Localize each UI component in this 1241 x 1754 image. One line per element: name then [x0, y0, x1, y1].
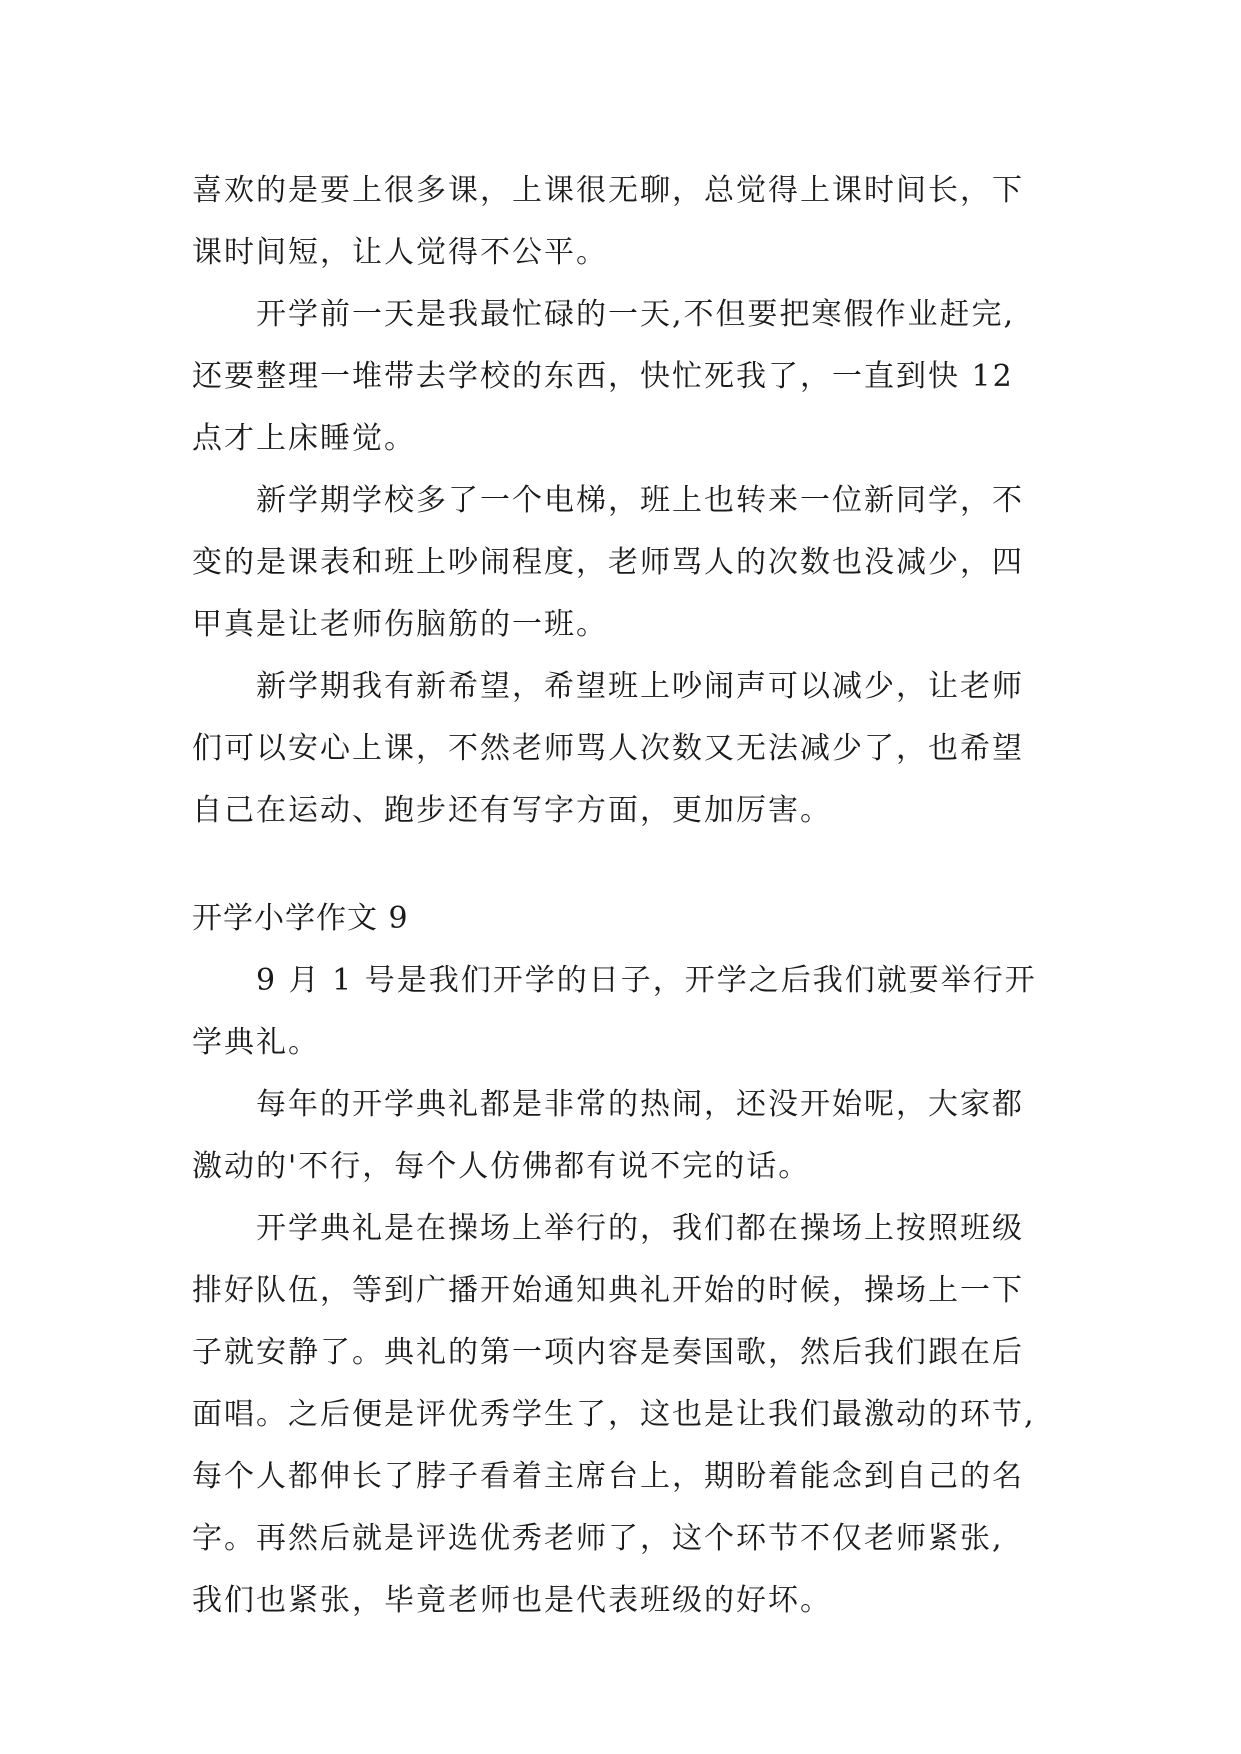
text-line: 新学期学校多了一个电梯，班上也转来一位新同学，不	[256, 483, 1024, 518]
text-line: 学典礼。	[192, 1025, 320, 1060]
text-line: 9 月 1 号是我们开学的日子，开学之后我们就要举行开	[256, 963, 1037, 998]
text-line: 每个人都伸长了脖子看着主席台上，期盼着能念到自己的名	[192, 1459, 1024, 1494]
paragraph	[192, 950, 1072, 1074]
text-line: 新学期我有新希望，希望班上吵闹声可以减少，让老师	[256, 669, 1024, 704]
text-line: 甲真是让老师伤脑筋的一班。	[192, 607, 608, 642]
text-line: 还要整理一堆带去学校的东西，快忙死我了，一直到快 12	[192, 359, 1014, 394]
text-line: 开学前一天是我最忙碌的一天,不但要把寒假作业赶完,	[256, 297, 1016, 332]
text-line: 子就安静了。典礼的第一项内容是奏国歌，然后我们跟在后	[192, 1335, 1024, 1370]
text-line: 喜欢的是要上很多课，上课很无聊，总觉得上课时间长，下	[192, 173, 1024, 208]
text-line: 字。再然后就是评选优秀老师了，这个环节不仅老师紧张,	[192, 1521, 1004, 1556]
text-line: 开学典礼是在操场上举行的，我们都在操场上按照班级	[256, 1211, 1024, 1246]
paragraph	[192, 656, 1072, 842]
text-line: 变的是课表和班上吵闹程度，老师骂人的次数也没减少，四	[192, 545, 1024, 580]
section-gap	[192, 842, 1072, 888]
text-line: 排好队伍，等到广播开始通知典礼开始的时候，操场上一下	[192, 1273, 1024, 1308]
text-line: 激动的'不行，每个人仿佛都有说不完的话。	[192, 1149, 811, 1184]
text-line: 自己在运动、跑步还有写字方面，更加厉害。	[192, 793, 832, 828]
paragraph-continued	[192, 160, 1072, 284]
text-line: 每年的开学典礼都是非常的热闹，还没开始呢，大家都	[256, 1087, 1024, 1122]
document-body	[192, 160, 1072, 1632]
text-line: 们可以安心上课，不然老师骂人次数又无法减少了，也希望	[192, 731, 1024, 766]
text-line: 课时间短，让人觉得不公平。	[192, 235, 608, 270]
text-line: 面唱。之后便是评优秀学生了，这也是让我们最激动的环节,	[192, 1397, 1036, 1432]
paragraph	[192, 1198, 1072, 1632]
paragraph	[192, 1074, 1072, 1198]
paragraph	[192, 470, 1072, 656]
text-line: 点才上床睡觉。	[192, 421, 416, 456]
section-title: 开学小学作文 9	[192, 901, 409, 936]
paragraph	[192, 284, 1072, 470]
text-line: 我们也紧张，毕竟老师也是代表班级的好坏。	[192, 1583, 832, 1618]
